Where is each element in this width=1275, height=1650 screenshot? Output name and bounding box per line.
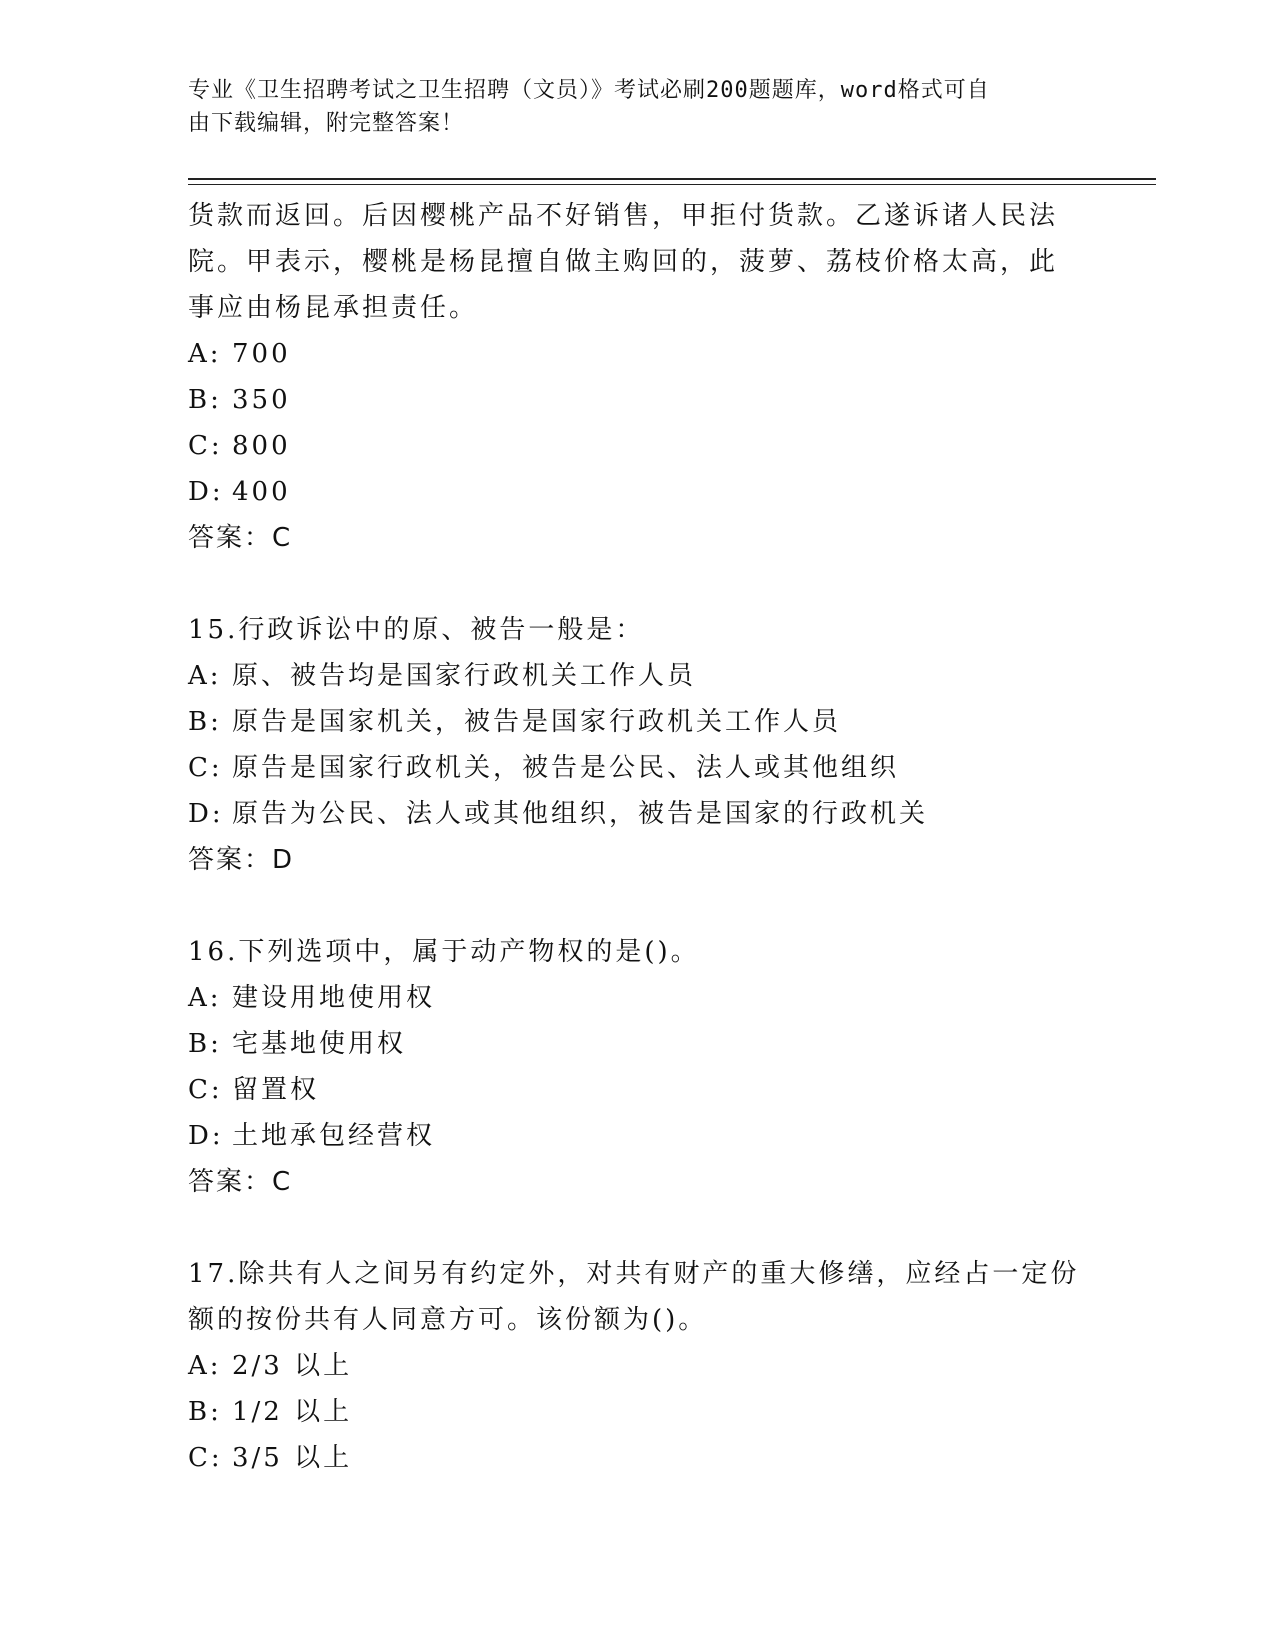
option-b (188, 1021, 1088, 1067)
option-a (188, 1343, 1088, 1389)
question-title: 16.下列选项中，属于动产物权的是()。 (188, 937, 700, 967)
question-16 (188, 929, 1088, 1205)
option-text: 原告为公民、法人或其他组织，被告是国家的行政机关 (232, 799, 929, 829)
question-content (188, 193, 1088, 1481)
option-letter: C: (188, 1443, 223, 1473)
option-letter: A: (188, 983, 222, 1013)
option-text: 原告是国家行政机关，被告是公民、法人或其他组织 (232, 753, 900, 783)
option-c (188, 1067, 1088, 1113)
option-d (188, 791, 1088, 837)
option-letter: A: (188, 1351, 222, 1381)
option-b (188, 699, 1088, 745)
header-line-2: 由下载编辑，附完整答案！ (188, 111, 465, 136)
option-text: 宅基地使用权 (232, 1029, 407, 1059)
option-text: 350 (232, 385, 291, 415)
option-letter: D: (188, 1121, 224, 1151)
option-c (188, 1435, 1088, 1481)
option-text: 留置权 (232, 1075, 320, 1105)
option-text: 800 (232, 431, 291, 461)
option-letter: C: (188, 1075, 223, 1105)
option-letter: D: (188, 477, 224, 507)
spacer (188, 883, 1088, 929)
option-a (188, 975, 1088, 1021)
option-text: 2/3 以上 (232, 1351, 353, 1381)
option-text: 3/5 以上 (232, 1443, 353, 1473)
spacer (188, 561, 1088, 607)
option-letter: C: (188, 753, 223, 783)
header-divider-thick (188, 178, 1156, 180)
option-text: 原告是国家机关，被告是国家行政机关工作人员 (232, 707, 842, 737)
option-b (188, 377, 1088, 423)
option-text: 1/2 以上 (232, 1397, 353, 1427)
question-17 (188, 1251, 1088, 1481)
option-d (188, 469, 1088, 515)
option-c (188, 745, 1088, 791)
question-text-line: 院。甲表示，樱桃是杨昆擅自做主购回的，菠萝、荔枝价格太高，此 (188, 247, 1059, 277)
option-text: 土地承包经营权 (232, 1121, 436, 1151)
option-letter: B: (188, 707, 222, 737)
header-divider-thin (188, 184, 1156, 185)
option-letter: D: (188, 799, 224, 829)
question-15 (188, 607, 1088, 883)
option-text: 400 (232, 477, 291, 507)
option-d (188, 1113, 1088, 1159)
answer-line: 答案：C (188, 1167, 293, 1197)
option-text: 建设用地使用权 (232, 983, 436, 1013)
option-letter: B: (188, 1397, 222, 1427)
header-line-1: 专业《卫生招聘考试之卫生招聘（文员）》考试必刷200题题库，word格式可自 (188, 78, 990, 103)
option-letter: B: (188, 1029, 222, 1059)
question-text-line: 事应由杨昆承担责任。 (188, 293, 479, 323)
option-letter: A: (188, 661, 222, 691)
option-text: 700 (232, 339, 291, 369)
question-text-line: 货款而返回。后因樱桃产品不好销售，甲拒付货款。乙遂诉诸人民法 (188, 201, 1059, 231)
question-14 (188, 193, 1088, 561)
question-title-line: 17.除共有人之间另有约定外，对共有财产的重大修缮，应经占一定份 (188, 1259, 1080, 1289)
option-letter: A: (188, 339, 222, 369)
option-a (188, 331, 1088, 377)
option-text: 原、被告均是国家行政机关工作人员 (232, 661, 697, 691)
question-title: 15.行政诉讼中的原、被告一般是： (188, 615, 645, 645)
answer-line: 答案：D (188, 845, 295, 875)
option-letter: C: (188, 431, 223, 461)
question-title-line: 额的按份共有人同意方可。该份额为()。 (188, 1305, 708, 1335)
answer-line: 答案：C (188, 523, 293, 553)
document-header (188, 74, 1068, 140)
option-a (188, 653, 1088, 699)
option-letter: B: (188, 385, 222, 415)
option-b (188, 1389, 1088, 1435)
option-c (188, 423, 1088, 469)
spacer (188, 1205, 1088, 1251)
